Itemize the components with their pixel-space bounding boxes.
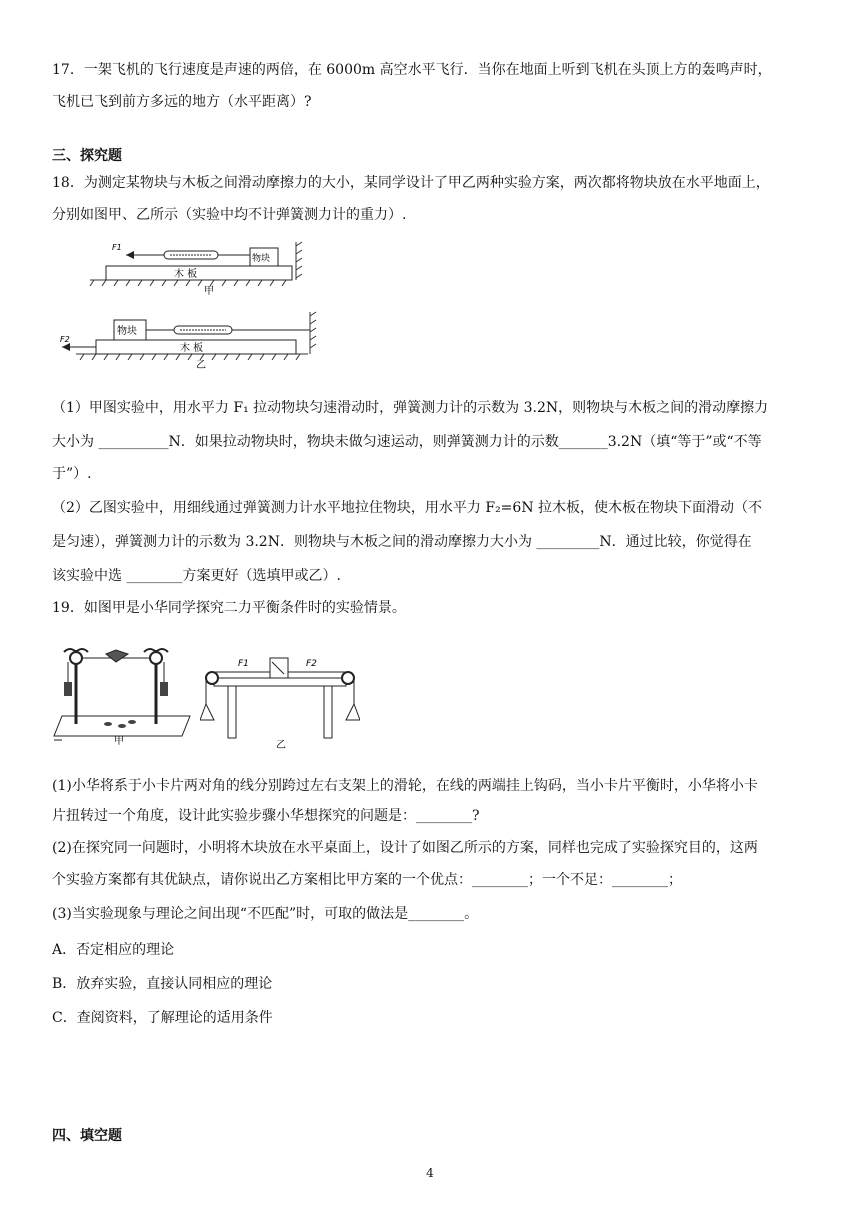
force-label-f1: F1 [238,659,249,669]
q19-part2-line1: (2)在探究同一问题时，小明将木块放在水平桌面上，设计了如图乙所示的方案，同样也完成了实验探究目的，这两 [52,840,758,856]
q18-part2-line1: （2）乙图实验中，用细线通过弹簧测力计水平地拉住物块，用水平力 F₂=6N 拉木板，使木板在物块下面滑动（不 [52,500,763,516]
section-heading-4: 四、填空题 [52,1128,122,1144]
board-label: 木 板 [174,269,198,280]
q19-text-line1: 19．如图甲是小华同学探究二力平衡条件时的实验情景。 [52,600,406,616]
wall [310,312,316,354]
pulley-left [70,652,82,664]
ground-hatching [76,354,308,360]
pulley-right [150,652,162,664]
ground-hatching [90,280,290,286]
force-label: F1 [112,243,122,252]
figure-caption: 乙 [276,740,286,750]
q19-part1-line1: (1)小华将系于小卡片两对角的线分别跨过左右支架上的滑轮，在线的两端挂上钩码，当小卡片平衡时，小华将小卡 [52,778,758,794]
figure-caption: 甲 [114,736,124,746]
q18-part1-line1: （1）甲图实验中，用水平力 F₁ 拉动物块匀速滑动时，弹簧测力计的示数为 3.2N，则物块与木板之间的滑动摩擦力 [52,400,769,416]
force-label-f2: F2 [306,659,317,669]
block-label: 物块 [117,326,137,337]
q17-text-line2: 飞机已飞到前方多远的地方（水平距离）? [52,94,312,110]
block-label: 物块 [252,254,271,264]
q18-part1-line2: 大小为 __________N．如果拉动物块时，物块未做匀速运动，则弹簧测力计的示数_______3.2N（填“等于”或“不等 [52,434,762,450]
q19-part2-line2: 个实验方案都有其优缺点，请你说出乙方案相比甲方案的一个优点：________；一个不足：________； [52,872,682,888]
q18-figure-yi [56,310,322,370]
weights-left [200,704,214,720]
q18-text-line2: 分别如图甲、乙所示（实验中均不计弹簧测力计的重力）. [52,207,407,223]
force-arrow [126,251,134,259]
figure-caption: 乙 [196,360,206,370]
weights-left [64,682,72,696]
q19-part1-line2: 片扭转过一个角度，设计此实验步骤小华想探究的问题是：________? [52,808,480,824]
q19-part3-line1: (3)当实验现象与理论之间出现“不匹配”时，可取的做法是________。 [52,906,479,922]
q18-text-line1: 18．为测定某物块与木板之间滑动摩擦力的大小，某同学设计了甲乙两种实验方案，两次都将物块放在水平地面上， [52,175,770,191]
wooden-board [106,266,292,280]
pulley-right [342,672,354,684]
weights-right [346,704,360,720]
q19-option-a: A．否定相应的理论 [52,942,175,958]
wall [296,242,302,280]
force-label: F2 [60,335,70,344]
force-arrow [62,343,70,351]
q18-part2-line2: 是匀速），弹簧测力计的示数为 3.2N．则物块与木板之间的滑动摩擦力大小为 _________N．通过比较，你觉得在 [52,534,752,550]
paper-card [106,650,128,662]
q19-option-b: B．放弃实验，直接认同相应的理论 [52,976,273,992]
q18-part2-line3: 该实验中选 ________方案更好（选填甲或乙）. [52,568,341,584]
page-number: 4 [426,1166,434,1180]
figure-caption: 甲 [204,286,214,296]
q17-text-line1: 17．一架飞机的飞行速度是声速的两倍，在 6000m 高空水平飞行．当你在地面上听到飞机在头顶上方的轰鸣声时， [52,62,772,78]
q18-part1-line3: 于”）. [52,466,92,482]
weights-right [160,682,168,696]
section-heading-3: 三、探究题 [52,148,122,164]
q19-option-c: C．查阅资料，了解理论的适用条件 [52,1010,273,1026]
pulley-left [206,672,218,684]
table-top [214,678,346,686]
q19-figure-yi [200,640,360,750]
q18-figure-jia [86,238,316,296]
wooden-block [270,658,288,678]
q19-figure-jia [52,640,194,746]
board-label: 木 板 [180,343,204,354]
